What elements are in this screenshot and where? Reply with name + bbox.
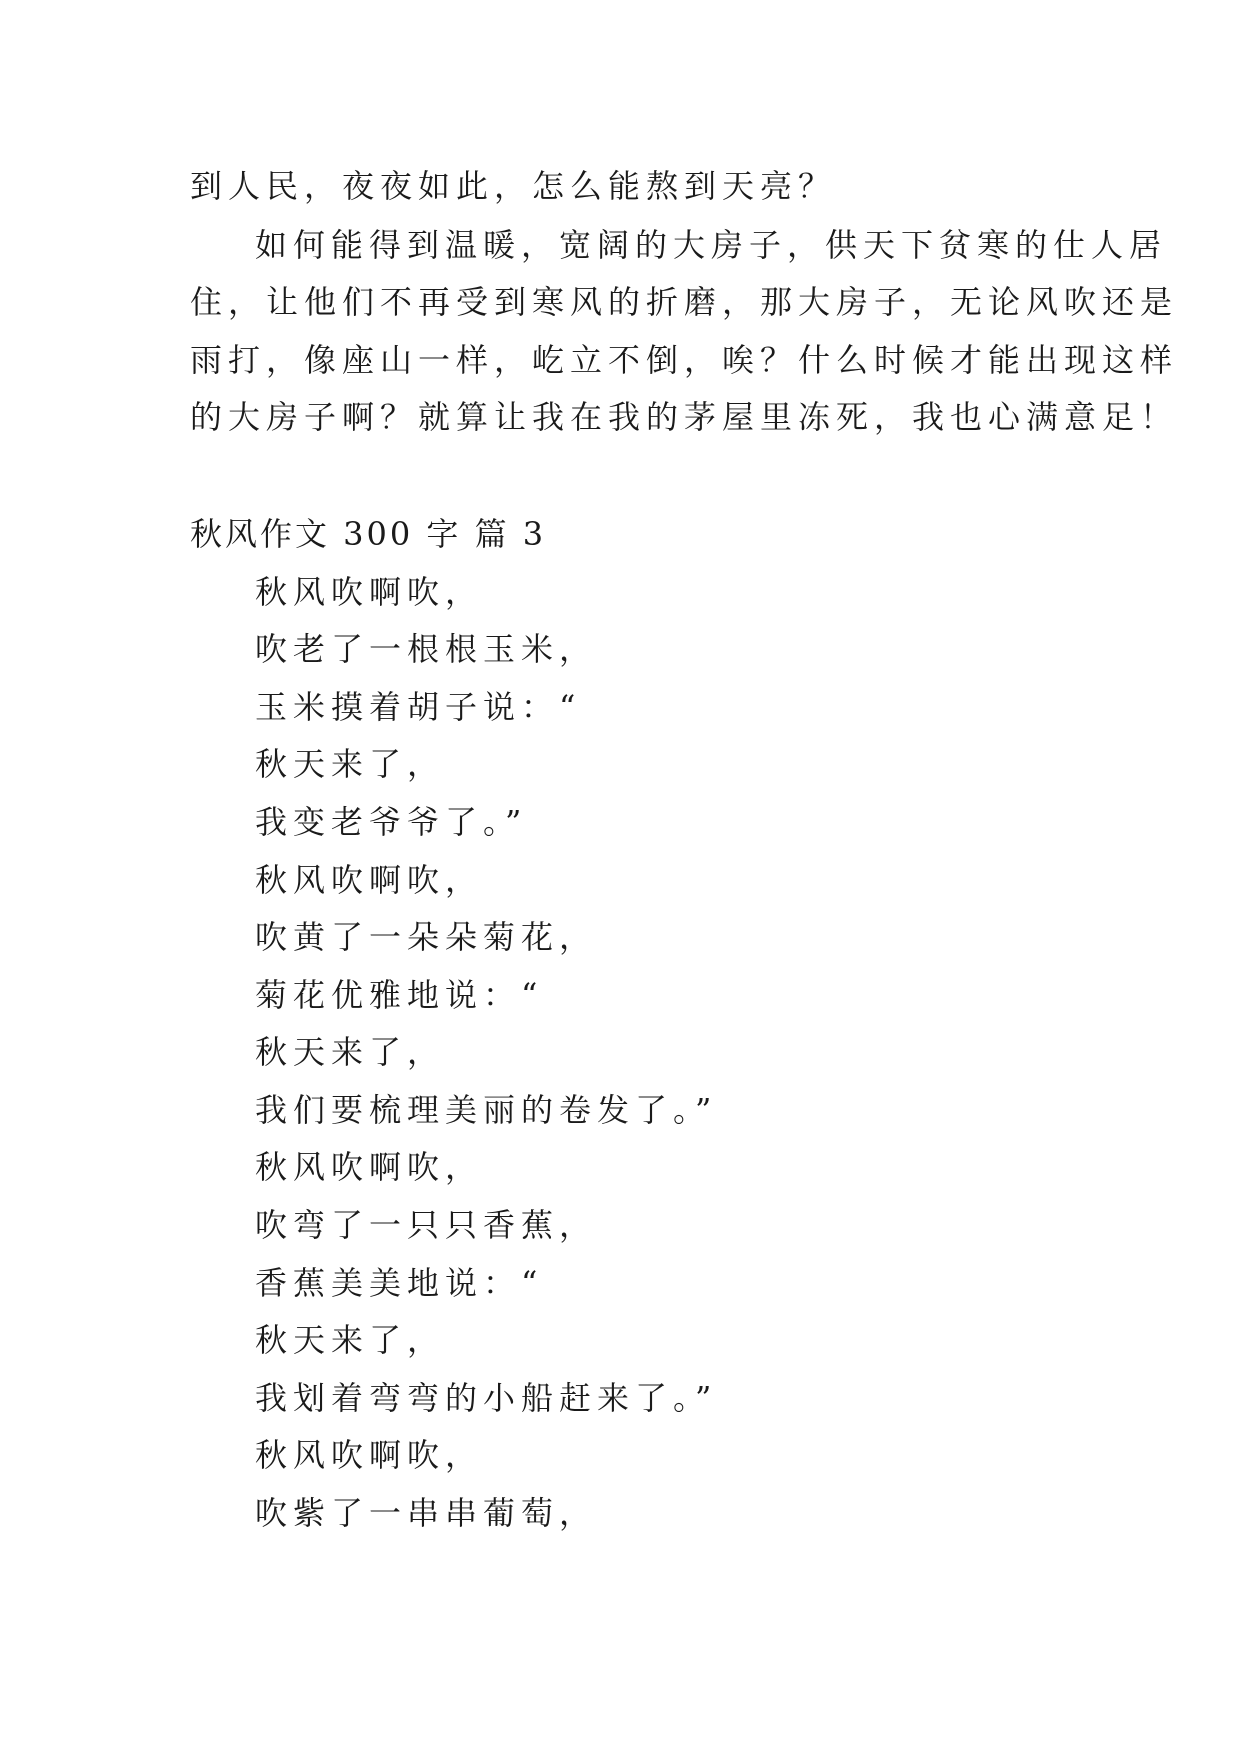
section-heading: 秋风作文 300 字 篇 3 (190, 515, 547, 553)
poem-line: 我划着弯弯的小船赶来了。” (255, 1379, 718, 1417)
poem-line: 吹老了一根根玉米， (255, 630, 598, 668)
paragraph-line: 雨打，像座山一样，屹立不倒，唉？什么时候才能出现这样 (190, 341, 1179, 379)
poem-line: 秋风吹啊吹， (255, 1148, 484, 1186)
poem-line: 玉米摸着胡子说：“ (255, 688, 582, 726)
poem-line: 秋风吹啊吹， (255, 861, 484, 899)
poem-line: 吹紫了一串串葡萄， (255, 1494, 598, 1532)
poem-line: 我变老爷爷了。” (255, 803, 528, 841)
poem-line: 秋风吹啊吹， (255, 1436, 484, 1474)
poem-line: 秋天来了， (255, 745, 446, 783)
poem-line: 我们要梳理美丽的卷发了。” (255, 1091, 718, 1129)
poem-line: 秋天来了， (255, 1321, 446, 1359)
paragraph-line: 住，让他们不再受到寒风的折磨，那大房子，无论风吹还是 (190, 283, 1179, 321)
paragraph-line: 到人民，夜夜如此，怎么能熬到天亮？ (190, 167, 837, 205)
poem-line: 菊花优雅地说：“ (255, 976, 544, 1014)
paragraph-line: 的大房子啊？就算让我在我的茅屋里冻死，我也心满意足！ (190, 398, 1179, 436)
poem-line: 吹弯了一只只香蕉， (255, 1206, 598, 1244)
poem-line: 秋风吹啊吹， (255, 573, 484, 611)
poem-line: 香蕉美美地说：“ (255, 1264, 544, 1302)
paragraph-line: 如何能得到温暖，宽阔的大房子，供天下贫寒的仕人居 (255, 226, 1168, 264)
poem-line: 秋天来了， (255, 1033, 446, 1071)
poem-line: 吹黄了一朵朵菊花， (255, 918, 598, 956)
